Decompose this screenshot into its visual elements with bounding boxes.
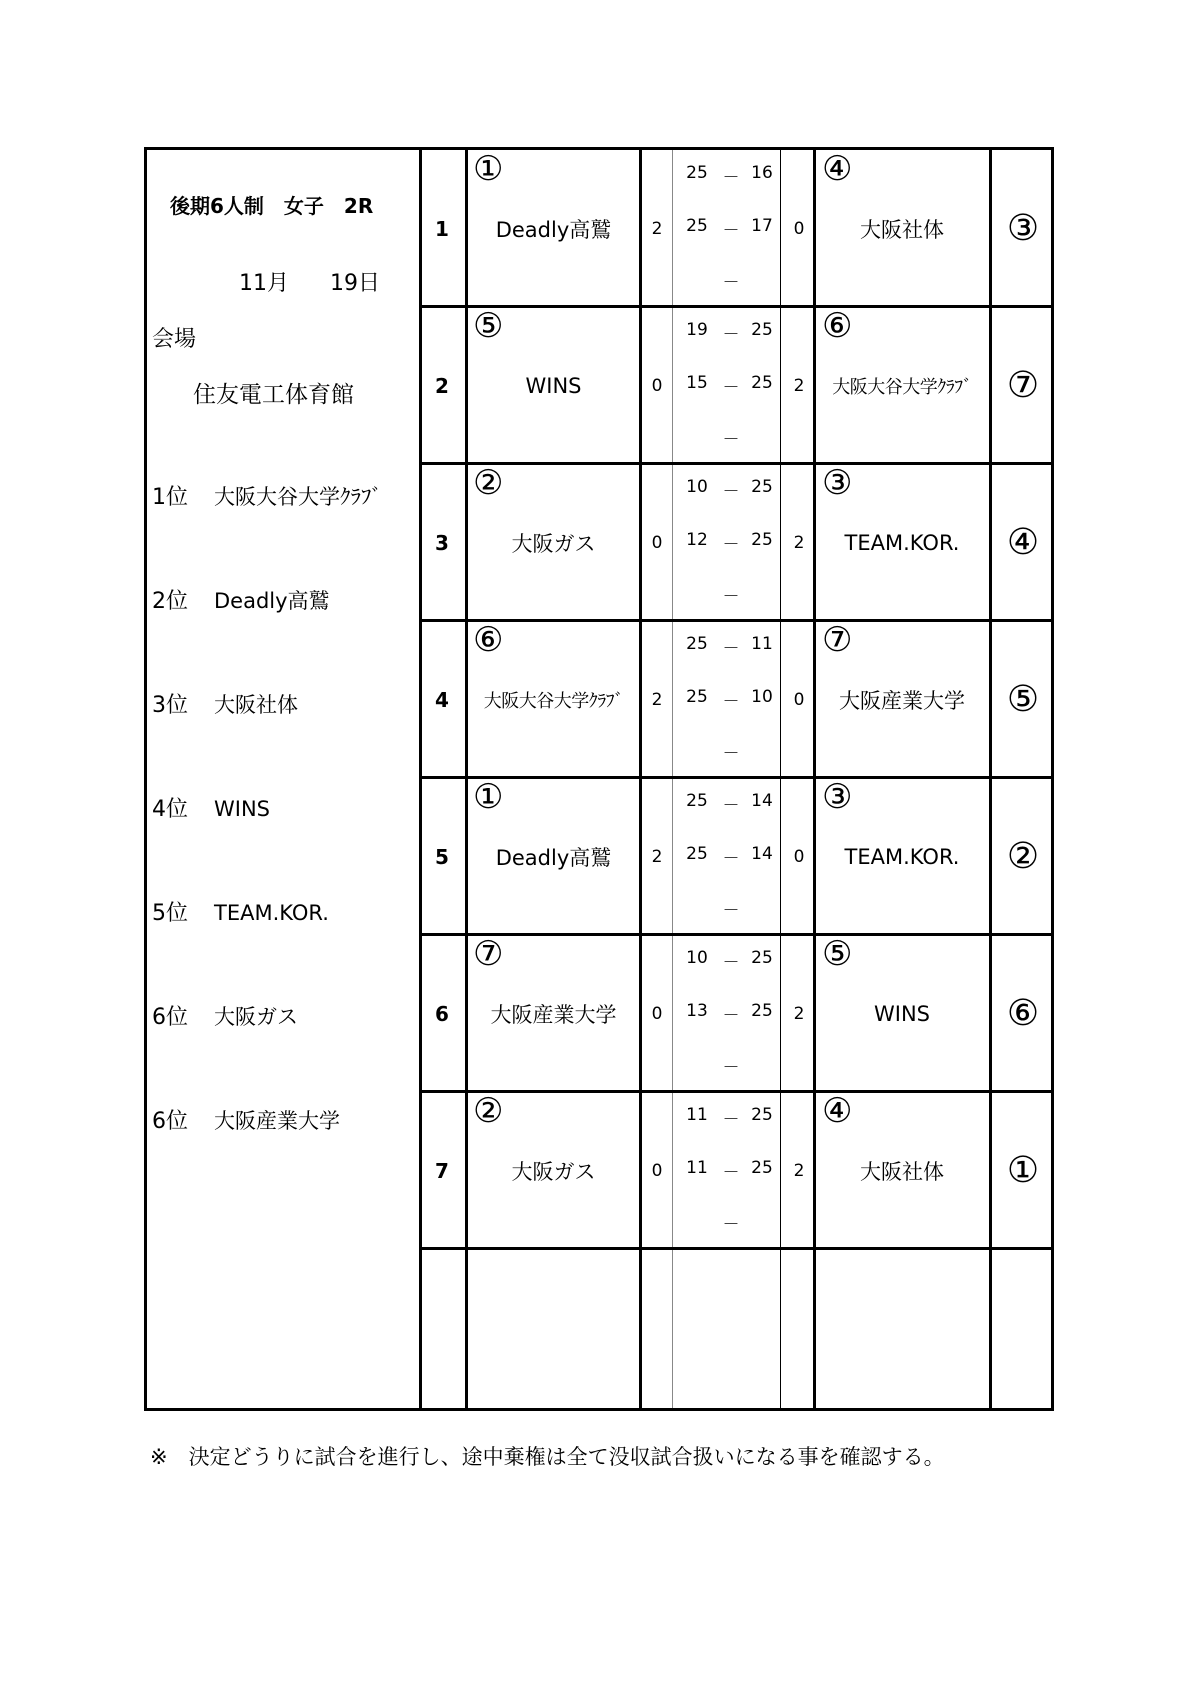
- set2-left-score: 11: [686, 1158, 708, 1178]
- score-dash: －: [722, 901, 740, 921]
- right-sets-won: 2: [793, 1160, 805, 1181]
- standing-team: 大阪ガス: [214, 1005, 298, 1029]
- score-dash: －: [722, 744, 740, 764]
- set2-right-score: 25: [751, 530, 773, 550]
- match-number: 4: [435, 687, 449, 712]
- set1-left-score: 10: [686, 477, 708, 497]
- referee-seed: ③: [1006, 208, 1040, 249]
- set1-left-score: 11: [686, 1105, 708, 1125]
- left-team: Deadly高鷲: [495, 217, 612, 242]
- referee-seed: ①: [1006, 1150, 1040, 1191]
- venue-name: 住友電工体育館: [193, 382, 354, 408]
- footnote: ※ 決定どうりに試合を進行し、途中棄権は全て没収試合扱いになる事を確認する。: [150, 1445, 945, 1469]
- score-dash: －: [722, 1006, 740, 1026]
- standing-position: 6位: [152, 1005, 188, 1030]
- left-seed: ⑤: [473, 306, 504, 346]
- set1-left-score: 25: [686, 791, 708, 811]
- left-sets-won: 0: [651, 532, 663, 553]
- left-team: Deadly高鷲: [495, 845, 612, 870]
- right-team: 大阪産業大学: [839, 688, 965, 713]
- standing-team: 大阪産業大学: [214, 1109, 340, 1133]
- score-dash: －: [722, 1163, 740, 1183]
- match-row: [419, 1092, 1054, 1249]
- set2-right-score: 10: [751, 687, 773, 707]
- score-dash: －: [722, 482, 740, 502]
- score-dash: －: [722, 1110, 740, 1130]
- right-team: 大阪大谷大学ｸﾗﾌﾞ: [832, 376, 972, 398]
- score-dash: －: [722, 1058, 740, 1078]
- right-team: TEAM.KOR.: [844, 530, 960, 555]
- left-seed: ⑦: [473, 934, 504, 974]
- right-seed: ⑤: [822, 934, 853, 974]
- match-row: [419, 778, 1054, 935]
- match-number: 2: [435, 373, 449, 398]
- set1-left-score: 10: [686, 948, 708, 968]
- set2-left-score: 12: [686, 530, 708, 550]
- right-sets-won: 2: [793, 532, 805, 553]
- standing-item: [152, 792, 270, 823]
- score-dash: －: [722, 587, 740, 607]
- score-dash: －: [722, 535, 740, 555]
- score-dash: －: [722, 849, 740, 869]
- score-dash: －: [722, 1215, 740, 1235]
- left-sets-won: 0: [651, 1160, 663, 1181]
- right-sets-won: 0: [793, 846, 805, 867]
- standing-item: [152, 688, 298, 719]
- standing-position: 1位: [152, 485, 188, 510]
- set1-right-score: 16: [751, 163, 773, 183]
- right-seed: ⑦: [822, 620, 853, 660]
- right-team: WINS: [874, 1001, 930, 1026]
- right-sets-won: 2: [793, 375, 805, 396]
- set2-left-score: 25: [686, 687, 708, 707]
- left-sets-won: 2: [651, 846, 663, 867]
- set2-left-score: 25: [686, 844, 708, 864]
- referee-seed: ⑦: [1006, 365, 1040, 406]
- standing-position: 3位: [152, 693, 188, 718]
- right-team: TEAM.KOR.: [844, 844, 960, 869]
- standing-item: [152, 1000, 298, 1031]
- standing-team: WINS: [214, 797, 270, 821]
- match-row: [419, 935, 1054, 1092]
- score-dash: －: [722, 639, 740, 659]
- score-dash: －: [722, 430, 740, 450]
- left-seed: ⑥: [473, 620, 504, 660]
- referee-seed: ④: [1006, 522, 1040, 563]
- match-number: 1: [435, 216, 449, 241]
- standing-position: 5位: [152, 901, 188, 926]
- score-dash: －: [722, 953, 740, 973]
- sheet-title: 後期6人制 女子 2R: [170, 194, 374, 218]
- left-seed: ①: [473, 149, 504, 189]
- set2-left-score: 13: [686, 1001, 708, 1021]
- standing-team: TEAM.KOR.: [214, 901, 329, 925]
- match-number: 3: [435, 530, 449, 555]
- info-column: [147, 150, 422, 1408]
- schedule-table: [144, 147, 1054, 1411]
- standing-item: [152, 1104, 340, 1135]
- standing-item: [152, 480, 382, 511]
- score-dash: －: [722, 796, 740, 816]
- left-seed: ①: [473, 777, 504, 817]
- right-sets-won: 0: [793, 218, 805, 239]
- right-sets-won: 2: [793, 1003, 805, 1024]
- set1-right-score: 25: [751, 477, 773, 497]
- set1-right-score: 11: [751, 634, 773, 654]
- date-day: 19日: [330, 271, 380, 296]
- match-row: [419, 150, 1054, 307]
- match-number: 7: [435, 1158, 449, 1183]
- score-dash: －: [722, 221, 740, 241]
- standing-team: 大阪社体: [214, 693, 298, 717]
- standing-team: 大阪大谷大学ｸﾗﾌﾞ: [214, 485, 382, 509]
- set2-right-score: 25: [751, 373, 773, 393]
- score-dash: －: [722, 273, 740, 293]
- standing-position: 2位: [152, 589, 188, 614]
- left-team: 大阪ガス: [511, 1159, 596, 1184]
- left-sets-won: 2: [651, 218, 663, 239]
- left-seed: ②: [473, 463, 504, 503]
- left-team: 大阪ガス: [511, 531, 596, 556]
- match-row: [419, 307, 1054, 464]
- referee-seed: ⑤: [1006, 679, 1040, 720]
- score-dash: －: [722, 692, 740, 712]
- match-row: [419, 464, 1054, 621]
- left-sets-won: 2: [651, 689, 663, 710]
- venue-label: 会場: [152, 327, 197, 352]
- set1-left-score: 25: [686, 634, 708, 654]
- set1-right-score: 14: [751, 791, 773, 811]
- right-team: 大阪社体: [860, 1159, 944, 1184]
- right-seed: ⑥: [822, 306, 853, 346]
- standing-team: Deadly高鷲: [214, 589, 330, 613]
- empty-row: [419, 1249, 1054, 1406]
- set2-left-score: 15: [686, 373, 708, 393]
- set1-right-score: 25: [751, 948, 773, 968]
- referee-seed: ⑥: [1006, 993, 1040, 1034]
- set2-right-score: 25: [751, 1158, 773, 1178]
- date-month: 11月: [239, 271, 289, 296]
- set2-right-score: 14: [751, 844, 773, 864]
- set2-right-score: 17: [751, 216, 773, 236]
- right-seed: ④: [822, 149, 853, 189]
- referee-seed: ②: [1006, 836, 1040, 877]
- match-row: [419, 621, 1054, 778]
- set1-right-score: 25: [751, 320, 773, 340]
- standing-item: [152, 896, 329, 927]
- right-seed: ④: [822, 1091, 853, 1131]
- score-dash: －: [722, 378, 740, 398]
- standing-position: 6位: [152, 1109, 188, 1134]
- score-dash: －: [722, 168, 740, 188]
- right-seed: ③: [822, 463, 853, 503]
- left-team: WINS: [525, 373, 582, 398]
- left-team: 大阪大谷大学ｸﾗﾌﾞ: [483, 690, 624, 712]
- left-sets-won: 0: [651, 375, 663, 396]
- set1-left-score: 25: [686, 163, 708, 183]
- standing-item: [152, 584, 330, 615]
- right-sets-won: 0: [793, 689, 805, 710]
- set2-right-score: 25: [751, 1001, 773, 1021]
- right-team: 大阪社体: [860, 217, 944, 242]
- set1-right-score: 25: [751, 1105, 773, 1125]
- set1-left-score: 19: [686, 320, 708, 340]
- left-team: 大阪産業大学: [490, 1002, 617, 1027]
- match-number: 5: [435, 844, 449, 869]
- score-dash: －: [722, 325, 740, 345]
- match-number: 6: [435, 1001, 449, 1026]
- left-sets-won: 0: [651, 1003, 663, 1024]
- set2-left-score: 25: [686, 216, 708, 236]
- right-seed: ③: [822, 777, 853, 817]
- standing-position: 4位: [152, 797, 188, 822]
- left-seed: ②: [473, 1091, 504, 1131]
